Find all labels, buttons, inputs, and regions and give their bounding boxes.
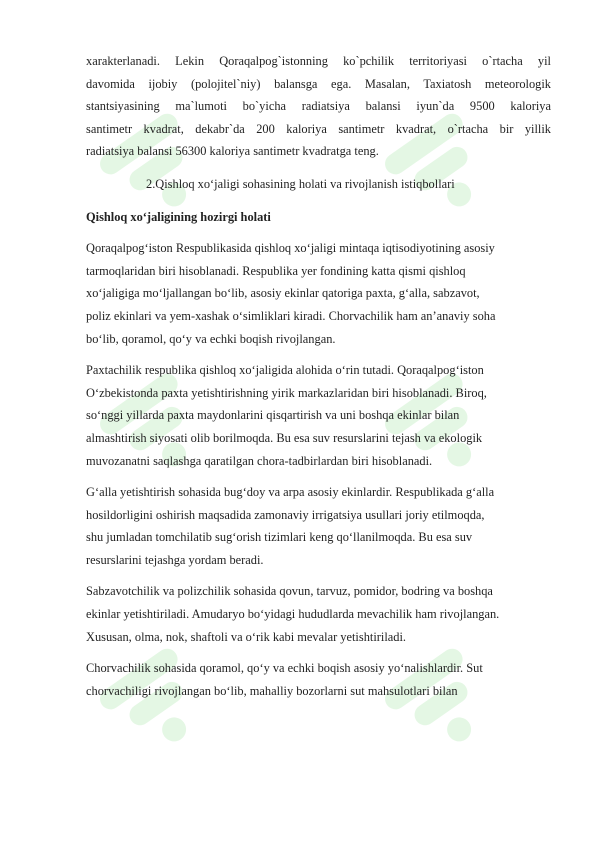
paragraph-4 xyxy=(86,580,551,648)
text-line: Sabzavotchilik va polizchilik sohasida qovun, tarvuz, pomidor, bodring va boshqa xyxy=(86,584,493,599)
text-line: tarmoqlaridan biri hisoblanadi. Respublika yer fondining katta qismi qishloq xyxy=(86,263,466,278)
text-line: Xususan, olma, nok, shaftoli va o‘rik kabi mevalar yetishtiriladi. xyxy=(86,629,407,644)
section-title: 2.Qishloq xo‘jaligi sohasining holati va rivojlanish istiqbollari xyxy=(146,176,455,191)
text-line: bo‘lib, qoramol, qo‘y va echki boqish rivojlangan. xyxy=(86,331,336,346)
text-line: ekinlar yetishtiriladi. Amudaryo bo‘yidagi hududlarda mevachilik ham rivojlangan. xyxy=(86,607,500,622)
subheading: Qishloq xo‘jaligining hozirgi holati xyxy=(86,209,271,224)
paragraph-3 xyxy=(86,481,551,571)
text-line: muvozanatni saqlashga qaratilgan chora-tadbirlardan biri hisoblanadi. xyxy=(86,453,433,468)
text-line: G‘alla yetishtirish sohasida bug‘doy va arpa asosiy ekinlardir. Respublikada g‘alla xyxy=(86,485,495,500)
text-line: chorvachiligi rivojlangan bo‘lib, mahalliy bozorlarni sut mahsulotlari bilan xyxy=(86,683,458,698)
text-line: xarakterlanadi. Lekin Qoraqalpog`istonning ko`pchilik territoriyasi o`rtacha yil xyxy=(86,54,551,68)
text-line: Qoraqalpog‘iston Respublikasida qishloq xo‘jaligi mintaqa iqtisodiyotining asosiy xyxy=(86,241,495,256)
intro-paragraph xyxy=(86,50,551,163)
text-line: so‘nggi yillarda paxta maydonlarini qisqartirish va uni boshqa ekinlar bilan xyxy=(86,408,460,423)
text-line: davomida ijobiy (polojitel`niy) balansga ega. Masalan, Taxiatosh meteorologik xyxy=(86,76,551,91)
text-line: O‘zbekistonda paxta yetishtirishning yirik markazlaridan biri hisoblanadi. Biroq, xyxy=(86,385,487,400)
text-line: Chorvachilik sohasida qoramol, qo‘y va echki boqish asosiy yo‘nalishlardir. Sut xyxy=(86,661,483,676)
text-line: xo‘jaligiga mo‘ljallangan bo‘lib, asosiy ekinlar qatoriga paxta, g‘alla, sabzavot, xyxy=(86,286,480,301)
paragraph-1 xyxy=(86,237,551,350)
text-line: stantsiyasining ma`lumoti bo`yicha radiatsiya balansi iyun`da 9500 kaloriya xyxy=(86,99,551,114)
text-line: hosildorligini oshirish maqsadida zamonaviy irrigatsiya usullari joriy etilmoqda, xyxy=(86,507,485,522)
text-line: santimetr kvadrat, dekabr`da 200 kaloriya santimetr kvadrat, o`rtacha bir yillik xyxy=(86,121,551,136)
text-line: resurslarini tejashga yordam beradi. xyxy=(86,552,264,567)
document-body xyxy=(86,50,551,702)
text-line: poliz ekinlari va yem-xashak o‘simliklari kiradi. Chorvachilik ham an’anaviy soha xyxy=(86,308,496,323)
paragraph-2 xyxy=(86,359,551,472)
paragraph-5 xyxy=(86,657,551,702)
text-line: Paxtachilik respublika qishloq xo‘jaligida alohida o‘rin tutadi. Qoraqalpog‘iston xyxy=(86,363,484,378)
text-line: shu jumladan tomchilatib sug‘orish tizimlari keng qo‘llanilmoqda. Bu esa suv xyxy=(86,530,473,545)
text-line: radiatsiya balansi 56300 kaloriya santimetr kvadratga teng. xyxy=(86,144,379,159)
text-line: almashtirish siyosati olib borilmoqda. Bu esa suv resurslarini tejash va ekologik xyxy=(86,430,483,445)
